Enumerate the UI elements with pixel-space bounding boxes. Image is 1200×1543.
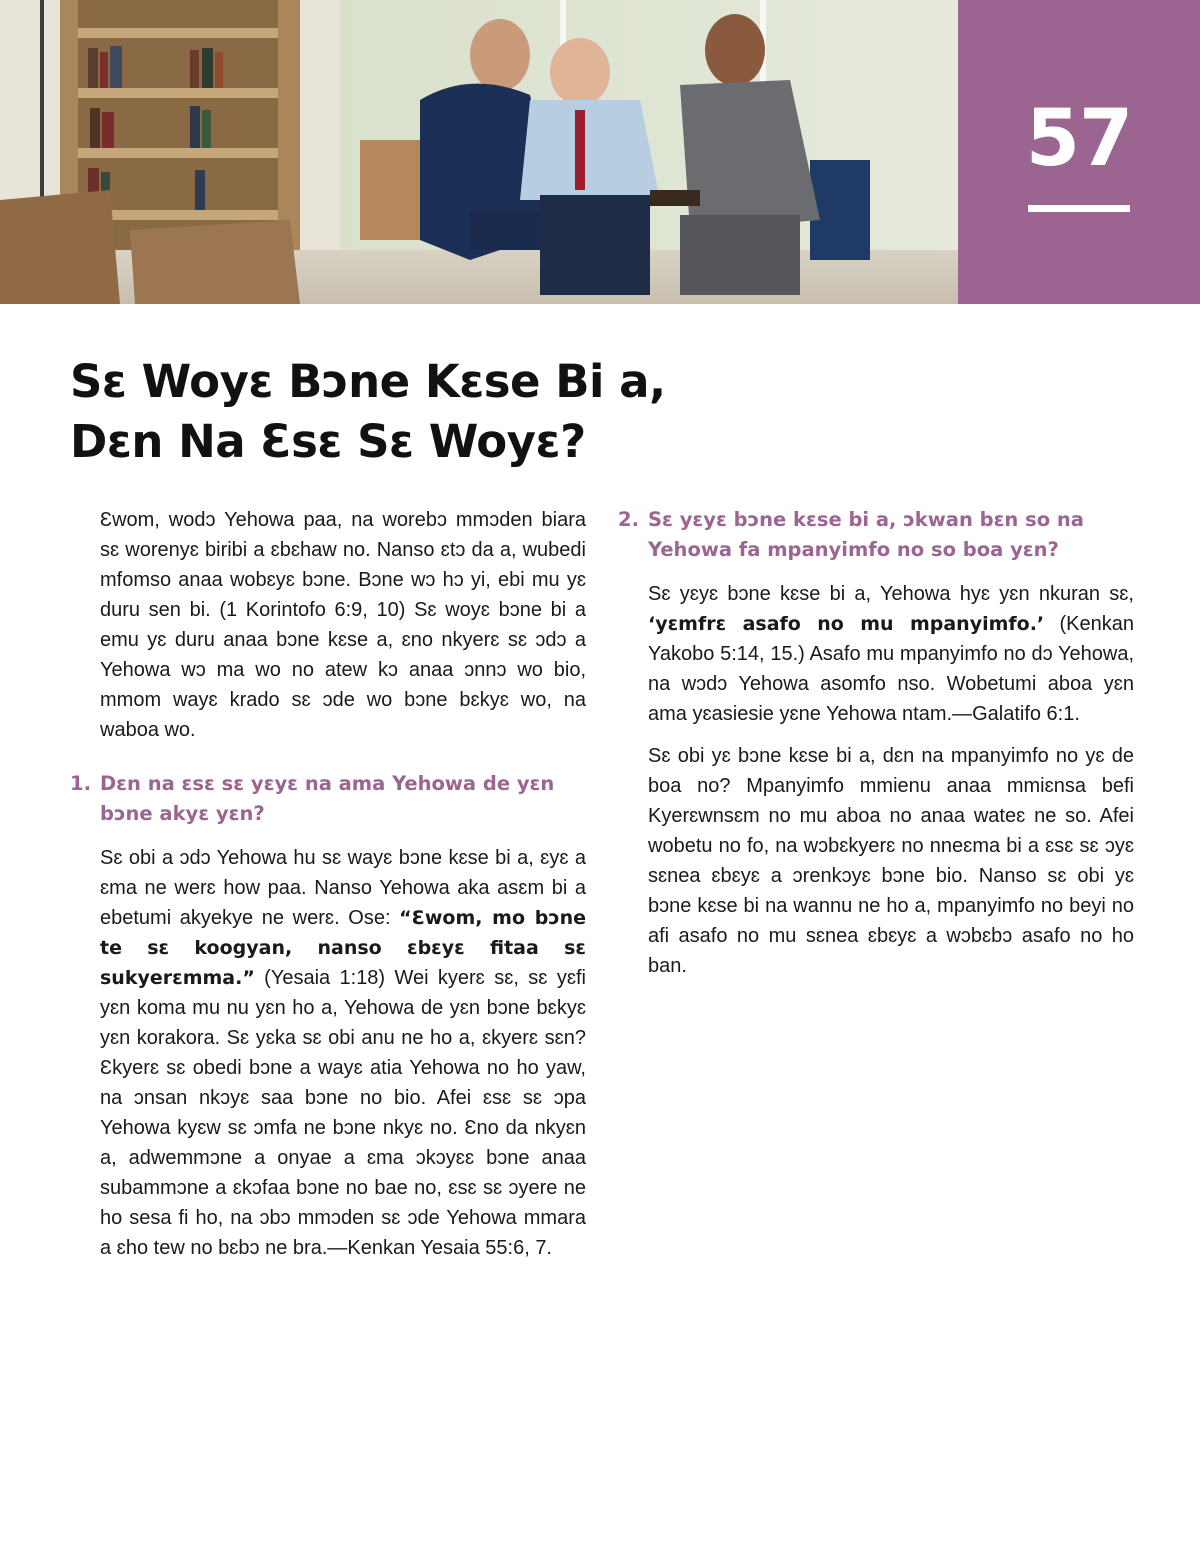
lesson-number-badge (958, 0, 1200, 304)
section-2-question-text: Sɛ yɛyɛ bɔne kɛse bi a, ɔkwan bɛn so na Yehowa fa mpanyimfo no so boa yɛn? (648, 508, 1084, 561)
section-1-question (70, 769, 586, 829)
hero-photo (0, 0, 958, 304)
intro-paragraph: Ɛwom, wodɔ Yehowa paa, na worebɔ mmɔden biara sɛ worenyɛ biribi a ɛbɛhaw no. Nanso ɛtɔ da a, wubedi mfomso anaa wobɛyɛ bɔne. Bɔne wɔ hɔ yi, ebi mu yɛ duru sen bi. (1 Korintofo 6:9, 10) Sɛ woyɛ bɔne bi a emu yɛ duru anaa bɔne kɛse a, ɛno nkyerɛ sɛ ɔdɔ a Yehowa wɔ ma wo no atew kɔ anaa ɔnnɔ wo bio, mmom wayɛ krado sɛ ɔde wo bɔne bɛkyɛ wo, na waboa wo. (100, 509, 586, 741)
section-1-scripture-quote: “Ɛwom, mo bɔne te sɛ koogyan, nanso ɛbɛyɛ fitaa sɛ sukyerɛmma.” (100, 907, 587, 989)
lesson-number: 57 (1025, 94, 1133, 184)
section-2-text-a: Sɛ yɛyɛ bɔne kɛse bi a, Yehowa hyɛ yɛn nkuran sɛ, (648, 583, 1134, 605)
page-title-line-1: Sɛ Woyɛ Bɔne Kɛse Bi a, (70, 355, 666, 408)
section-1-text-a: Sɛ obi a ɔdɔ Yehowa hu sɛ wayɛ bɔne kɛse bi a, ɛyɛ a ɛma ne werɛ how paa. Nanso Yehowa aka asɛm bi a ebetumi akyekye ne werɛ. Ose: (100, 847, 586, 929)
hero-photo-illustration (0, 0, 958, 304)
section-2-question (618, 505, 1134, 565)
section-2-number: 2. (618, 508, 639, 531)
section-1-number: 1. (70, 772, 91, 795)
section-2-text-b: (Kenkan Yakobo 5:14, 15.) Asafo mu mpanyimfo no dɔ Yehowa, na wɔdɔ Yehowa asomfo nso. Wobetumi aboa yɛn ama yɛasiesie yɛne Yehowa ntam.—Galatifo 6:1. (648, 613, 1134, 725)
right-column (618, 505, 1134, 993)
page-title (70, 352, 1070, 472)
section-1-paragraph (100, 843, 586, 1263)
section-2-scripture-quote: ‘yɛmfrɛ asafo no mu mpanyimfo.’ (648, 613, 1045, 635)
section-1-question-text: Dɛn na ɛsɛ sɛ yɛyɛ na ama Yehowa de yɛn bɔne akyɛ yɛn? (100, 772, 555, 825)
left-column (70, 505, 586, 1275)
section-2-paragraph-1 (648, 579, 1134, 729)
section-1-text-b: (Yesaia 1:18) Wei kyerɛ sɛ, sɛ yɛfi yɛn koma mu nu yɛn ho a, Yehowa de yɛn bɔne bɛkyɛ yɛn korakora. Sɛ yɛka sɛ obi anu ne ho a, ɛkyerɛ sɛn? Ɛkyerɛ sɛ obedi bɔne a wayɛ atia Yehowa no ho yaw, na ɔnsan nkɔyɛ saa bɔne no bio. Afei ɛsɛ sɛ ɔpa Yehowa kyɛw sɛ ɔmfa ne bɔne nkyɛ no. Ɛno da nkyɛn a, adwemmɔne a onyae a ɛma ɔkɔyɛɛ bɔne anaa subammɔne a ɛkɔfaa bɔne no bae no, ɛsɛ sɛ ɔyere ne ho sesa fi ho, na ɔbɔ mmɔden sɛ ɔde Yehowa mmara a ɛho tew no bɛbɔ ne bra.—Kenkan Yesaia 55:6, 7. (100, 967, 586, 1259)
section-2-paragraph-2: Sɛ obi yɛ bɔne kɛse bi a, dɛn na mpanyimfo no yɛ de boa no? Mpanyimfo mmienu anaa mmiɛnsa befi Kyerɛwnsɛm no mu aboa no anaa wateɛ ne so. Afei wobetu no fo, na wɔbɛkyerɛ no nneɛma bi a ɛsɛ sɛ ɔyɛ sɛnea ɛbɛyɛ a ɔrenkɔyɛ bɔne bio. Nanso sɛ obi yɛ bɔne kɛse bi na wannu ne ho a, mpanyimfo no beyi no afi asafo no mu sɛnea ɛbɛyɛ a wɔbɛbɔ asafo no ho ban. (648, 745, 1134, 977)
page-title-line-2: Dɛn Na Ɛsɛ Sɛ Woyɛ? (70, 415, 586, 468)
lesson-number-underline (1028, 205, 1130, 212)
